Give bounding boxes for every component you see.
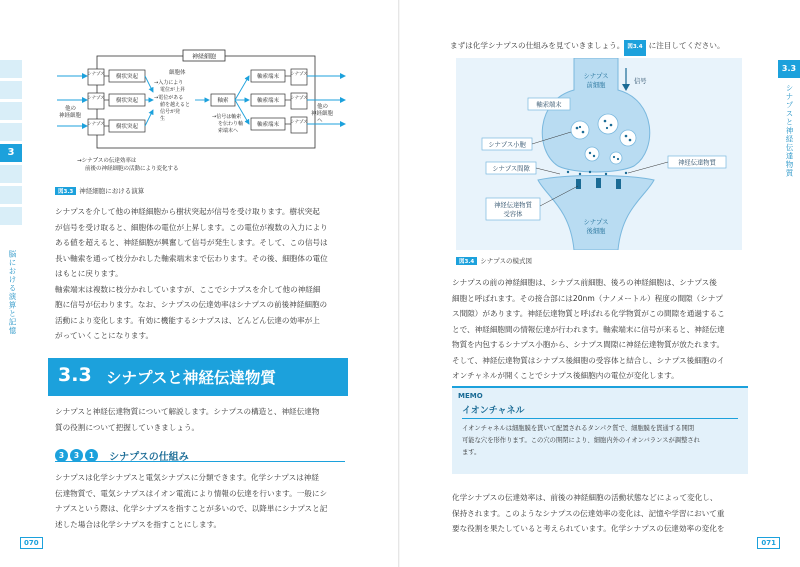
label-other-neuron-left-1: 他の (65, 106, 77, 112)
body-paragraph (55, 204, 355, 344)
subsection-badge: 1 (85, 449, 98, 462)
figure-tag: 図3.3 (55, 187, 76, 195)
subsection-heading (55, 445, 345, 462)
figure-tag: 図3.4 (456, 257, 477, 265)
label-neuron: 神経細胞 (191, 53, 217, 61)
section-title: シナプスと神経伝達物質 (106, 369, 276, 387)
chapter-tab (0, 60, 22, 78)
subsection-badge: 3 (70, 449, 83, 462)
label-receptor-1: 神経伝達物質 (494, 202, 532, 209)
label-axon-terminal-1: 軸索端末 (256, 74, 280, 80)
text-line: 長い軸索を通って枝分かれした軸索端末まで伝わります。その後、細胞体の電位 (55, 253, 328, 263)
soma-note-5: 信号が発 (160, 109, 181, 115)
label-presynaptic-2: 前細胞 (586, 82, 606, 89)
text-line: 要な役割を果たしていると考えられています。化学シナプスの伝達効率の変化を (452, 524, 725, 533)
synapse-left-1 (87, 69, 104, 85)
closing-paragraph (452, 490, 757, 537)
section-banner (48, 358, 348, 396)
label-other-neuron-right-2: 神経細胞 (311, 111, 334, 117)
text-line: イオンチャネルは細胞膜を貫いて配置されるタンパク質で、細胞膜を貫通する開閉 (462, 425, 695, 432)
text-line: そして、神経伝達物質はシナプス後細胞の受容体と結合し、シナプス後細胞のイ (452, 355, 725, 365)
text-line: 化学シナプスの伝達効率は、前後の神経細胞の活動状態などによって変化し、 (452, 493, 718, 502)
figure-caption-text: 神経細胞における演算 (79, 187, 145, 195)
text-line: ナプスという際は、化学シナプスを指すことが多いので、以降単にシナプスと記 (55, 504, 328, 513)
side-chapter-label: 脳における演算と記憶 (8, 250, 17, 335)
label-axon: 軸索 (217, 98, 229, 104)
label-postsynaptic-1: シナプス (583, 219, 609, 226)
label-dendrite-2: 樹状突起 (115, 98, 139, 104)
label-axon-terminal-2: 軸索端末 (256, 98, 280, 104)
text-line: ス間隙）があります。神経伝達物質と呼ばれる化学物質がこの間隙を通過するこ (452, 309, 725, 318)
label-dendrite-1: 樹状突起 (115, 74, 139, 80)
axon-note-1: →信号は軸索 (212, 114, 242, 120)
text-line: 物質を内包するシナプス小胞から、シナプス間隙に神経伝達物質が放たれます。 (452, 340, 725, 349)
text-line: シナプスと神経伝達物質について解説します。シナプスの構造と、神経伝達物 (55, 407, 320, 416)
figure-neuron-computation (55, 42, 350, 180)
synapse-label: シナプス (290, 72, 308, 77)
text-line: 保持されます。このようなシナプスの伝達効率の変化は、記憶や学習において重 (452, 508, 725, 518)
subsection-text (55, 470, 355, 532)
side-section-label: シナプスと神経伝達物質 (785, 84, 794, 178)
figure-bottom-note-1: →シナプスの伝達効率は (77, 158, 137, 164)
chapter-tab (0, 81, 22, 99)
synapse-label: シナプス (290, 120, 308, 125)
axon-note-2: を伝わり軸 (218, 121, 244, 127)
chapter-tab (0, 165, 22, 183)
chapter-tab-active: 3 (0, 144, 22, 162)
text-line: 胞に信号が伝わります。なお、シナプスの伝達効率はシナプスの前後神経細胞の (55, 300, 328, 309)
text-line: シナプスは化学シナプスと電気シナプスに分類できます。化学シナプスは神経 (55, 473, 319, 482)
figure-ref: 図3.4 (624, 40, 645, 56)
label-receptor-2: 受容体 (503, 211, 523, 218)
label-other-neuron-left-2: 神経細胞 (59, 113, 82, 119)
lead-line (450, 38, 760, 56)
soma-note-4: 値を越えると (160, 102, 191, 108)
synapse-left-3 (87, 119, 104, 135)
label-presynaptic-1: シナプス (583, 73, 609, 80)
memo-title: イオンチャネル (462, 403, 738, 419)
text-line: とで、神経細胞間の情報伝達が行われます。軸索端末に信号が来ると、神経伝達 (452, 324, 725, 334)
figure-caption (456, 256, 532, 265)
chapter-tab-active: 3.3 (778, 60, 800, 78)
soma-note-1: →入力により (154, 80, 184, 86)
text-line: シナプスの前の神経細胞は、シナプス前細胞、後ろの神経細胞は、シナプス後 (452, 278, 717, 287)
text-line: はもとに戻ります。 (55, 269, 123, 278)
text-line: 可能な穴を形作ります。この穴の開閉により、細胞内外のイオンバランスが調整され (462, 437, 700, 444)
page-number: 071 (757, 537, 780, 549)
chapter-tabs-left (0, 60, 22, 228)
body-paragraph (452, 275, 757, 384)
chapter-tab (0, 186, 22, 204)
chapter-tab (0, 207, 22, 225)
text-line: シナプスを介して他の神経細胞から樹状突起が信号を受け取ります。樹状突起 (55, 207, 320, 216)
synapse-label: シナプス (87, 122, 105, 127)
chapter-tab (0, 123, 22, 141)
section-number: 3.3 (58, 364, 92, 386)
label-other-neuron-right-1: 他の (317, 104, 329, 110)
synapse-left-2 (87, 93, 104, 109)
memo-body (462, 423, 738, 459)
text-line: ある値を超えると、神経細胞が興奮して信号が発生します。そして、この信号は (55, 238, 328, 247)
text-line: が信号を受け取ると、細胞体の電位が上昇します。この電位が複数の入力により (55, 222, 328, 232)
label-neurotransmitter: 神経伝達物質 (678, 159, 716, 167)
lead-text: まずは化学シナプスの仕組みを見ていきましょう。 (450, 41, 625, 50)
label-vesicle: シナプス小胞 (488, 141, 526, 149)
figure-synapse-diagram (456, 58, 742, 250)
text-line: オンチャネルが開くことでシナプス後細胞内の電位が変化します。 (452, 371, 679, 380)
figure-bottom-note-2: 前後の神経細胞の活動により変化する (85, 166, 179, 172)
figure-caption-text: シナプスの模式図 (480, 257, 532, 265)
synapse-right-2 (290, 93, 307, 109)
memo-box (452, 386, 748, 474)
label-postsynaptic-2: 後細胞 (586, 228, 606, 235)
synapse-label: シナプス (87, 72, 105, 77)
text-line: 活動により変化します。有効に機能するシナプスは、どんどん伝達の効率が上 (55, 315, 320, 325)
label-synaptic-cleft: シナプス間隙 (492, 165, 530, 173)
label-axon-terminal: 軸索端末 (536, 101, 562, 109)
subsection-badge: 3 (55, 449, 68, 462)
text-line: がっていくことになります。 (55, 331, 154, 340)
text-line: 伝達物質で、電気シナプスはイオン電流により情報の伝達を行います。一般にシ (55, 488, 328, 498)
label-axon-terminal-3: 軸索端末 (256, 122, 280, 128)
chapter-tabs-right (778, 60, 800, 81)
synapse-right-3 (290, 117, 307, 133)
synapse-label: シナプス (290, 96, 308, 101)
synapse-right-1 (290, 69, 307, 85)
synapse-label: シナプス (87, 96, 105, 101)
soma-note-3: →電位がある (154, 95, 184, 101)
section-intro (55, 404, 355, 435)
text-line: 細胞と呼ばれます。その接合部には20nm（ナノメートル）程度の間隙（シナプ (452, 293, 724, 303)
label-signal: 信号 (634, 78, 647, 85)
text-line: 質の役割について把握していきましょう。 (55, 422, 200, 432)
text-line: ます。 (462, 449, 481, 456)
text-line: 軸索端末は複数に枝分かれしていますが、ここでシナプスを介して他の神経細 (55, 284, 321, 294)
lead-suffix: に注目してください。 (648, 41, 725, 50)
memo-head: MEMO (458, 392, 483, 400)
label-soma: 細胞体 (169, 70, 186, 76)
axon-note-3: 索端末へ (218, 128, 239, 134)
soma-note-2: 電位が上昇 (160, 87, 186, 93)
label-dendrite-3: 樹状突起 (115, 124, 139, 130)
soma-note-6: 生 (160, 116, 166, 122)
label-other-neuron-right-3: へ (317, 118, 323, 124)
text-line: 述した場合は化学シナプスを指すことにします。 (55, 519, 222, 529)
subsection-title: シナプスの仕組み (109, 452, 189, 463)
figure-caption (55, 186, 144, 195)
page-number: 070 (20, 537, 43, 549)
chapter-tab (0, 102, 22, 120)
